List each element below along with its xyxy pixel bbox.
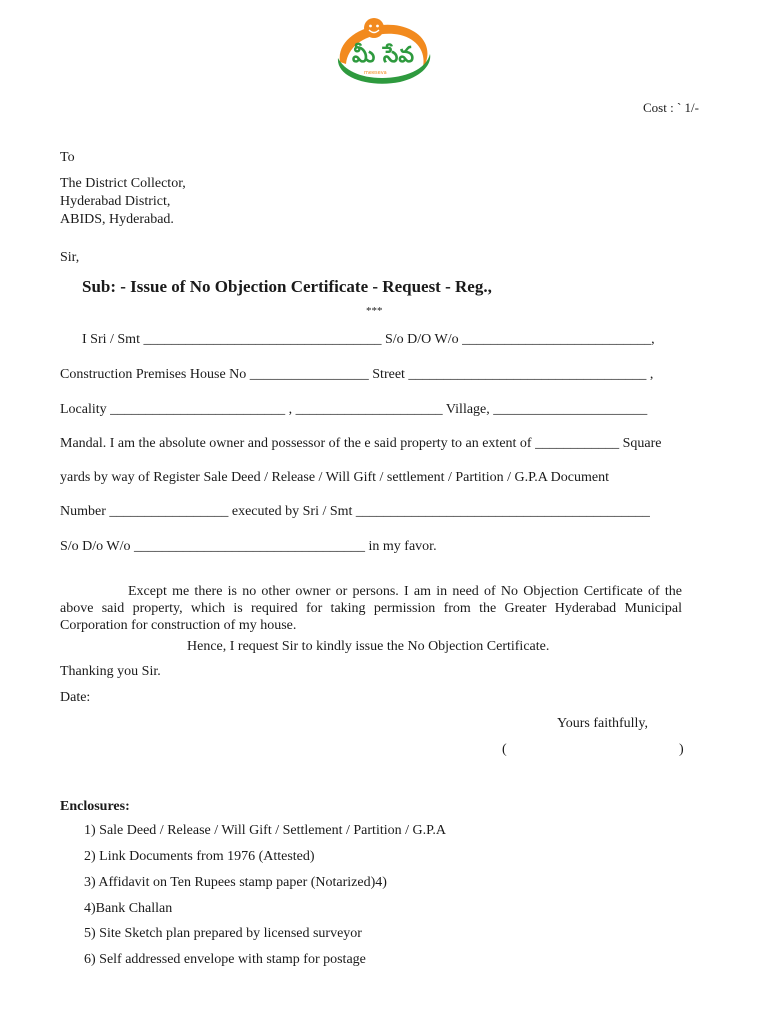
body-paragraph-text: Except me there is no other owner or persons. I am in need of No Objection Certificate of the above said property, which is required for taking permission from the Greater Hyderabad Municipal Corporation for construction of my house. [60,584,682,633]
yours-faithfully: Yours faithfully, [557,716,649,731]
form-line-mandal: Mandal. I am the absolute owner and possessor of the e said property to an extent of ____________ Square [60,436,662,451]
meeseva-logo [330,12,436,88]
form-line-locality: Locality _________________________ , _____________________ Village, ______________________ [60,402,648,417]
body-paragraph [60,583,682,634]
logo-tagline: meeseva [364,70,387,76]
form-line-name: I Sri / Smt __________________________________ S/o D/O W/o ___________________________, [82,332,655,347]
date-label: Date: [60,690,91,705]
signature-open-paren: ( [502,742,507,757]
form-line-premises: Construction Premises House No _________________ Street __________________________________ , [60,367,654,382]
form-line-number: Number _________________ executed by Sri / Smt __________________________________________ [60,504,650,519]
separator-stars: *** [366,305,383,317]
address-line-2: Hyderabad District, [60,194,171,209]
enclosure-item: 3) Affidavit on Ten Rupees stamp paper (Notarized)4) [84,875,387,890]
request-line: Hence, I request Sir to kindly issue the No Objection Certificate. [187,639,550,654]
enclosure-item: 1) Sale Deed / Release / Will Gift / Settlement / Partition / G.P.A [84,823,446,838]
subject-line: Sub: - Issue of No Objection Certificate - Request - Reg., [82,277,492,296]
enclosure-item: 2) Link Documents from 1976 (Attested) [84,849,315,864]
enclosure-item: 5) Site Sketch plan prepared by licensed surveyor [84,926,362,941]
signature-close-paren: ) [679,742,684,757]
logo-script: మీ సేవ [352,43,415,68]
address-line-1: The District Collector, [60,176,186,191]
address-line-3: ABIDS, Hyderabad. [60,212,174,227]
enclosure-item: 4)Bank Challan [84,901,173,916]
form-line-favor: S/o D/o W/o _________________________________ in my favor. [60,539,437,554]
to-label: To [60,150,75,165]
enclosures-heading: Enclosures: [60,799,130,814]
enclosure-item: 6) Self addressed envelope with stamp for postage [84,952,366,967]
thanking-line: Thanking you Sir. [60,664,161,679]
cost-label: Cost : ` 1/- [643,100,699,115]
form-line-deed: yards by way of Register Sale Deed / Release / Will Gift / settlement / Partition / G.P.A Document [60,470,609,485]
salutation: Sir, [60,250,80,265]
